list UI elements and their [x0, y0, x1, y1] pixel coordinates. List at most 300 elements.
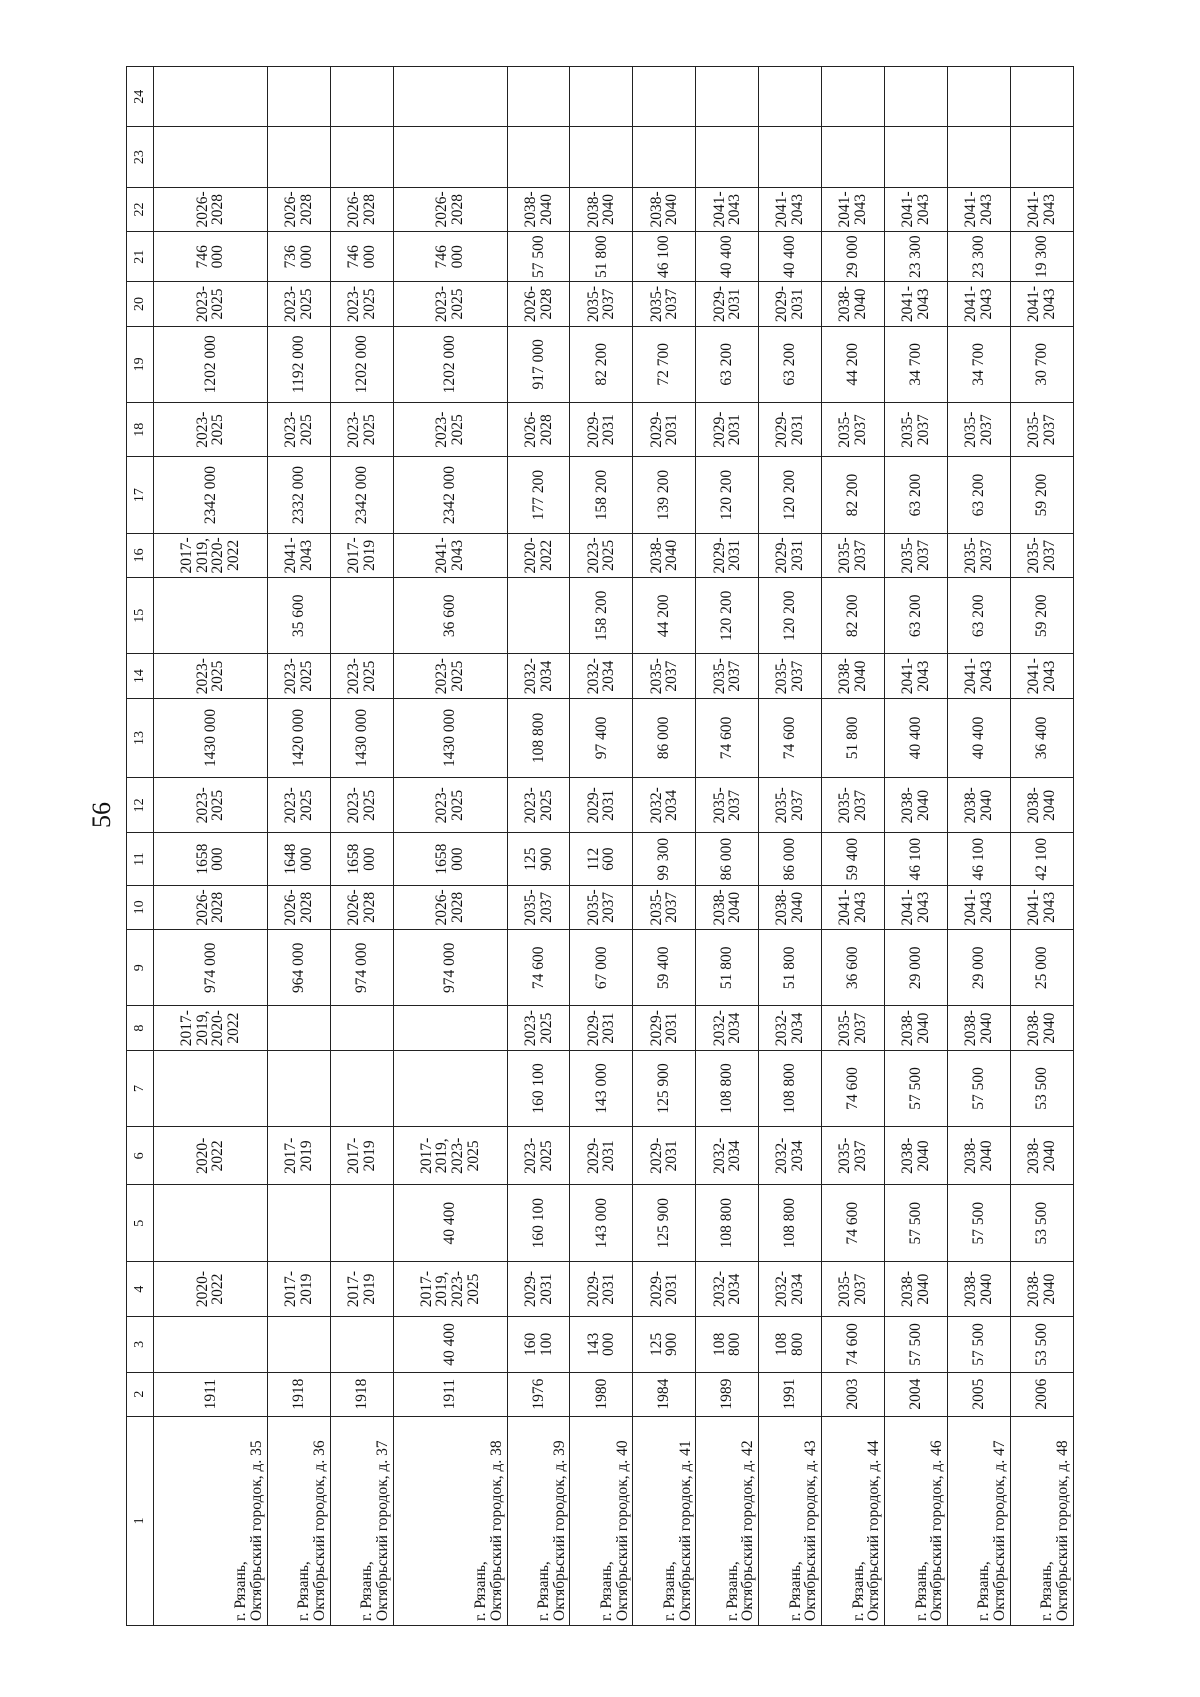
- table-cell: 2023- 2025: [393, 403, 507, 457]
- table-cell: [393, 1050, 507, 1126]
- page-number: 56: [87, 802, 116, 828]
- table-cell: 46 100: [633, 232, 696, 282]
- table-cell: 1430 000: [154, 698, 268, 777]
- table-cell: 2041- 2043: [948, 885, 1011, 929]
- table-cell: 2035- 2037: [822, 403, 885, 457]
- table-cell: 2029- 2031: [570, 403, 633, 457]
- table-cell: 108 800: [507, 698, 570, 777]
- table-cell: 53 500: [1011, 1317, 1074, 1372]
- table-cell: [1011, 127, 1074, 187]
- table-cell: 2017- 2019: [267, 1127, 330, 1185]
- table-cell: 2006: [1011, 1372, 1074, 1416]
- table-cell: 2026- 2028: [393, 885, 507, 929]
- table-cell: 63 200: [885, 578, 948, 654]
- table-cell: 2023- 2025: [393, 282, 507, 326]
- table-cell: 82 200: [570, 326, 633, 402]
- table-cell: 82 200: [822, 457, 885, 533]
- table-cell: 120 200: [696, 457, 759, 533]
- table-cell: 2023- 2025: [267, 282, 330, 326]
- table-cell: 2026- 2028: [267, 187, 330, 231]
- table-cell: 1202 000: [393, 326, 507, 402]
- table-cell: 2035- 2037: [759, 654, 822, 698]
- address-cell: г. Рязань, Октябрьский городок, д. 46: [885, 1416, 948, 1625]
- table-cell: 746 000: [330, 232, 393, 282]
- table-cell: 2332 000: [267, 457, 330, 533]
- table-cell: 736 000: [267, 232, 330, 282]
- table-cell: 2017- 2019, 2023- 2025: [393, 1127, 507, 1185]
- table-cell: 36 400: [1011, 698, 1074, 777]
- table-cell: 40 400: [393, 1185, 507, 1261]
- table-cell: 36 600: [822, 930, 885, 1006]
- table-row: [822, 67, 885, 1626]
- table-cell: 51 800: [570, 232, 633, 282]
- table-row: [330, 67, 393, 1626]
- table-cell: 2026- 2028: [154, 885, 268, 929]
- housing-repair-schedule-table: [126, 66, 1074, 1626]
- table-cell: 2342 000: [393, 457, 507, 533]
- table-cell: 2342 000: [330, 457, 393, 533]
- address-cell: г. Рязань, Октябрьский городок, д. 43: [759, 1416, 822, 1625]
- table-cell: 46 100: [885, 833, 948, 885]
- table-cell: 2041- 2043: [948, 654, 1011, 698]
- table-cell: 2041- 2043: [1011, 282, 1074, 326]
- table-cell: 2032- 2034: [570, 654, 633, 698]
- table-cell: 2020- 2022: [154, 1261, 268, 1316]
- table-cell: 72 700: [633, 326, 696, 402]
- table-cell: 108 800: [696, 1317, 759, 1372]
- column-number: 10: [127, 885, 154, 929]
- table-cell: 2038- 2040: [507, 187, 570, 231]
- table-cell: 2041- 2043: [696, 187, 759, 231]
- table-cell: 2017- 2019, 2020- 2022: [154, 1006, 268, 1050]
- table-cell: 2032- 2034: [759, 1006, 822, 1050]
- address-cell: г. Рязань, Октябрьский городок, д. 37: [330, 1416, 393, 1625]
- table-cell: 2023- 2025: [507, 1127, 570, 1185]
- rotated-table-container: [126, 66, 1074, 1626]
- table-cell: 86 000: [696, 833, 759, 885]
- table-cell: 57 500: [885, 1317, 948, 1372]
- table-row: [759, 67, 822, 1626]
- address-cell: г. Рязань, Октябрьский городок, д. 38: [393, 1416, 507, 1625]
- table-cell: [393, 67, 507, 127]
- table-cell: 74 600: [507, 930, 570, 1006]
- table-cell: [393, 1006, 507, 1050]
- table-cell: 2023- 2025: [507, 1006, 570, 1050]
- table-cell: [759, 127, 822, 187]
- table-cell: 2029- 2031: [696, 282, 759, 326]
- table-cell: [1011, 67, 1074, 127]
- table-cell: [759, 67, 822, 127]
- table-cell: 1911: [154, 1372, 268, 1416]
- table-cell: 40 400: [393, 1317, 507, 1372]
- table-cell: 59 400: [633, 930, 696, 1006]
- table-cell: 2026- 2028: [267, 885, 330, 929]
- table-cell: 2029- 2031: [570, 1261, 633, 1316]
- table-cell: 74 600: [822, 1185, 885, 1261]
- table-cell: 2029- 2031: [759, 403, 822, 457]
- table-row: [1011, 67, 1074, 1626]
- table-cell: 2041- 2043: [948, 187, 1011, 231]
- column-number: 13: [127, 698, 154, 777]
- table-cell: 2038- 2040: [885, 1006, 948, 1050]
- table-cell: 19 300: [1011, 232, 1074, 282]
- table-cell: 2038- 2040: [885, 1127, 948, 1185]
- table-cell: [267, 1050, 330, 1126]
- table-cell: 1192 000: [267, 326, 330, 402]
- table-cell: [154, 1050, 268, 1126]
- table-cell: 2038- 2040: [696, 885, 759, 929]
- table-cell: [154, 1185, 268, 1261]
- table-cell: 2041- 2043: [885, 654, 948, 698]
- table-cell: 2032- 2034: [759, 1261, 822, 1316]
- table-cell: [154, 127, 268, 187]
- table-cell: 36 600: [393, 578, 507, 654]
- table-cell: 1658 000: [154, 833, 268, 885]
- table-cell: 23 300: [948, 232, 1011, 282]
- table-cell: [267, 1006, 330, 1050]
- table-cell: 2004: [885, 1372, 948, 1416]
- address-cell: г. Рязань, Октябрьский городок, д. 36: [267, 1416, 330, 1625]
- table-cell: 2026- 2028: [507, 282, 570, 326]
- table-cell: 143 000: [570, 1185, 633, 1261]
- table-cell: 74 600: [696, 698, 759, 777]
- table-cell: 1430 000: [393, 698, 507, 777]
- table-cell: 746 000: [393, 232, 507, 282]
- table-cell: 125 900: [633, 1185, 696, 1261]
- table-cell: [330, 1317, 393, 1372]
- table-cell: 2005: [948, 1372, 1011, 1416]
- table-cell: 2035- 2037: [507, 885, 570, 929]
- column-number: 4: [127, 1261, 154, 1316]
- table-cell: 29 000: [948, 930, 1011, 1006]
- table-cell: 57 500: [885, 1185, 948, 1261]
- table-cell: 2026- 2028: [330, 187, 393, 231]
- table-cell: 2038- 2040: [570, 187, 633, 231]
- table-cell: 2038- 2040: [633, 533, 696, 577]
- table-cell: 86 000: [759, 833, 822, 885]
- table-cell: 2041- 2043: [393, 533, 507, 577]
- table-cell: 40 400: [885, 698, 948, 777]
- table-cell: 2035- 2037: [570, 282, 633, 326]
- table-cell: 51 800: [696, 930, 759, 1006]
- table-cell: 2023- 2025: [154, 654, 268, 698]
- table-cell: 2035- 2037: [696, 778, 759, 833]
- table-row: [154, 67, 268, 1626]
- table-cell: 59 200: [1011, 457, 1074, 533]
- table-cell: 120 200: [759, 457, 822, 533]
- table-cell: 2035- 2037: [822, 1127, 885, 1185]
- table-cell: 2023- 2025: [154, 403, 268, 457]
- table-cell: [507, 67, 570, 127]
- table-cell: 2032- 2034: [507, 654, 570, 698]
- table-cell: 177 200: [507, 457, 570, 533]
- table-cell: 2035- 2037: [633, 282, 696, 326]
- table-cell: 2017- 2019, 2023- 2025: [393, 1261, 507, 1316]
- table-cell: 974 000: [154, 930, 268, 1006]
- table-cell: 35 600: [267, 578, 330, 654]
- table-cell: [696, 127, 759, 187]
- table-cell: 1658 000: [330, 833, 393, 885]
- table-cell: 2026- 2028: [393, 187, 507, 231]
- address-cell: г. Рязань, Октябрьский городок, д. 47: [948, 1416, 1011, 1625]
- table-cell: 25 000: [1011, 930, 1074, 1006]
- table-cell: 2041- 2043: [267, 533, 330, 577]
- table-cell: 2017- 2019, 2020- 2022: [154, 533, 268, 577]
- table-cell: 2035- 2037: [885, 403, 948, 457]
- table-cell: 2038- 2040: [1011, 1006, 1074, 1050]
- table-cell: 1918: [267, 1372, 330, 1416]
- table-cell: 2029- 2031: [633, 1261, 696, 1316]
- table-cell: 53 500: [1011, 1185, 1074, 1261]
- table-cell: 63 200: [885, 457, 948, 533]
- table-cell: 108 800: [759, 1317, 822, 1372]
- table-cell: 2035- 2037: [948, 403, 1011, 457]
- table-cell: 2041- 2043: [885, 282, 948, 326]
- table-cell: 1658 000: [393, 833, 507, 885]
- table-cell: [154, 578, 268, 654]
- table-cell: 1989: [696, 1372, 759, 1416]
- table-cell: 125 900: [507, 833, 570, 885]
- table-cell: 120 200: [759, 578, 822, 654]
- table-cell: 2038- 2040: [633, 187, 696, 231]
- table-cell: 1202 000: [154, 326, 268, 402]
- table-cell: 964 000: [267, 930, 330, 1006]
- table-cell: [633, 67, 696, 127]
- table-cell: 40 400: [759, 232, 822, 282]
- table-cell: 44 200: [822, 326, 885, 402]
- table-cell: 917 000: [507, 326, 570, 402]
- table-cell: [330, 67, 393, 127]
- table-cell: 2023- 2025: [507, 778, 570, 833]
- table-cell: 2041- 2043: [1011, 654, 1074, 698]
- column-number: 19: [127, 326, 154, 402]
- table-cell: 2035- 2037: [822, 1261, 885, 1316]
- table-cell: 57 500: [507, 232, 570, 282]
- table-cell: 2035- 2037: [822, 1006, 885, 1050]
- table-cell: 2029- 2031: [633, 403, 696, 457]
- table-row: [633, 67, 696, 1626]
- table-cell: 1991: [759, 1372, 822, 1416]
- address-cell: г. Рязань, Октябрьский городок, д. 39: [507, 1416, 570, 1625]
- table-cell: 23 300: [885, 232, 948, 282]
- table-cell: 1420 000: [267, 698, 330, 777]
- column-number: 6: [127, 1127, 154, 1185]
- table-cell: [507, 127, 570, 187]
- table-row: [507, 67, 570, 1626]
- table-cell: [822, 67, 885, 127]
- column-number: 18: [127, 403, 154, 457]
- table-cell: 2029- 2031: [633, 1127, 696, 1185]
- table-cell: 2029- 2031: [570, 778, 633, 833]
- table-cell: 57 500: [948, 1185, 1011, 1261]
- column-number: 2: [127, 1372, 154, 1416]
- table-cell: 120 200: [696, 578, 759, 654]
- table-cell: 2023- 2025: [267, 403, 330, 457]
- table-cell: 2023- 2025: [330, 778, 393, 833]
- table-cell: 34 700: [885, 326, 948, 402]
- table-cell: 2041- 2043: [822, 187, 885, 231]
- table-cell: 29 000: [885, 930, 948, 1006]
- table-cell: 99 300: [633, 833, 696, 885]
- table-cell: 57 500: [948, 1050, 1011, 1126]
- table-row: [393, 67, 507, 1626]
- table-cell: 29 000: [822, 232, 885, 282]
- table-cell: 2029- 2031: [507, 1261, 570, 1316]
- table-cell: 2038- 2040: [948, 1127, 1011, 1185]
- table-cell: 86 000: [633, 698, 696, 777]
- table-cell: 2023- 2025: [330, 654, 393, 698]
- table-cell: [696, 67, 759, 127]
- table-cell: 1430 000: [330, 698, 393, 777]
- table-cell: 108 800: [696, 1185, 759, 1261]
- table-cell: 30 700: [1011, 326, 1074, 402]
- table-cell: [633, 127, 696, 187]
- table-cell: [507, 578, 570, 654]
- table-cell: [267, 67, 330, 127]
- table-cell: 2035- 2037: [570, 885, 633, 929]
- table-cell: 57 500: [948, 1317, 1011, 1372]
- table-cell: 2041- 2043: [1011, 885, 1074, 929]
- table-cell: 53 500: [1011, 1050, 1074, 1126]
- table-cell: 59 200: [1011, 578, 1074, 654]
- table-cell: 57 500: [885, 1050, 948, 1126]
- table-cell: [330, 1185, 393, 1261]
- table-cell: 40 400: [948, 698, 1011, 777]
- table-cell: 143 000: [570, 1317, 633, 1372]
- table-cell: 63 200: [759, 326, 822, 402]
- table-cell: 2023- 2025: [154, 282, 268, 326]
- table-cell: 2017- 2019: [330, 1127, 393, 1185]
- table-cell: [948, 127, 1011, 187]
- table-cell: 2026- 2028: [507, 403, 570, 457]
- table-cell: 2023- 2025: [330, 282, 393, 326]
- table-cell: 2038- 2040: [1011, 1127, 1074, 1185]
- table-cell: 2041- 2043: [1011, 187, 1074, 231]
- table-cell: [570, 127, 633, 187]
- table-cell: 97 400: [570, 698, 633, 777]
- column-number: 23: [127, 127, 154, 187]
- table-cell: 46 100: [948, 833, 1011, 885]
- table-row: [948, 67, 1011, 1626]
- table-cell: 2023- 2025: [570, 533, 633, 577]
- table-cell: [267, 127, 330, 187]
- table-cell: 160 100: [507, 1050, 570, 1126]
- table-cell: 160 100: [507, 1317, 570, 1372]
- address-cell: г. Рязань, Октябрьский городок, д. 44: [822, 1416, 885, 1625]
- table-cell: 125 900: [633, 1050, 696, 1126]
- table-cell: 67 000: [570, 930, 633, 1006]
- table-cell: 1202 000: [330, 326, 393, 402]
- table-cell: 2029- 2031: [759, 282, 822, 326]
- table-cell: 2038- 2040: [885, 1261, 948, 1316]
- table-cell: 59 400: [822, 833, 885, 885]
- table-cell: 2032- 2034: [696, 1127, 759, 1185]
- table-cell: 74 600: [822, 1050, 885, 1126]
- table-cell: 34 700: [948, 326, 1011, 402]
- table-cell: 2017- 2019: [330, 533, 393, 577]
- column-number: 16: [127, 533, 154, 577]
- address-cell: г. Рязань, Октябрьский городок, д. 41: [633, 1416, 696, 1625]
- table-cell: 2035- 2037: [633, 654, 696, 698]
- table-cell: [885, 67, 948, 127]
- table-cell: 1976: [507, 1372, 570, 1416]
- address-cell: г. Рязань, Октябрьский городок, д. 35: [154, 1416, 268, 1625]
- table-cell: [267, 1317, 330, 1372]
- address-cell: г. Рязань, Октябрьский городок, д. 48: [1011, 1416, 1074, 1625]
- table-row: [885, 67, 948, 1626]
- table-cell: [154, 67, 268, 127]
- table-cell: 2032- 2034: [633, 778, 696, 833]
- table-cell: 139 200: [633, 457, 696, 533]
- table-cell: 1918: [330, 1372, 393, 1416]
- table-cell: 42 100: [1011, 833, 1074, 885]
- table-cell: 974 000: [393, 930, 507, 1006]
- table-row: [570, 67, 633, 1626]
- table-cell: 160 100: [507, 1185, 570, 1261]
- table-cell: [570, 67, 633, 127]
- column-number: 20: [127, 282, 154, 326]
- table-cell: 2035- 2037: [822, 778, 885, 833]
- table-cell: [330, 1050, 393, 1126]
- table-cell: 2041- 2043: [885, 885, 948, 929]
- table-cell: 2020- 2022: [154, 1127, 268, 1185]
- table-cell: [822, 127, 885, 187]
- table-cell: 2041- 2043: [759, 187, 822, 231]
- table-cell: 63 200: [948, 578, 1011, 654]
- column-number: 22: [127, 187, 154, 231]
- table-cell: 2038- 2040: [759, 885, 822, 929]
- table-cell: 2026- 2028: [330, 885, 393, 929]
- table-cell: 2342 000: [154, 457, 268, 533]
- table-cell: 2023- 2025: [393, 778, 507, 833]
- table-cell: 108 800: [696, 1050, 759, 1126]
- table-cell: 74 600: [822, 1317, 885, 1372]
- table-cell: 2035- 2037: [696, 654, 759, 698]
- table-cell: 63 200: [696, 326, 759, 402]
- column-number: 7: [127, 1050, 154, 1126]
- table-cell: 2035- 2037: [948, 533, 1011, 577]
- table-cell: 2017- 2019: [330, 1261, 393, 1316]
- table-cell: 2035- 2037: [1011, 403, 1074, 457]
- table-cell: 125 900: [633, 1317, 696, 1372]
- table-cell: 2029- 2031: [633, 1006, 696, 1050]
- table-cell: [154, 1317, 268, 1372]
- column-number: 3: [127, 1317, 154, 1372]
- table-cell: 2041- 2043: [822, 885, 885, 929]
- table-cell: 2041- 2043: [885, 187, 948, 231]
- column-number-row: [127, 67, 154, 1626]
- table-cell: 2038- 2040: [948, 1006, 1011, 1050]
- address-cell: г. Рязань, Октябрьский городок, д. 40: [570, 1416, 633, 1625]
- table-cell: 158 200: [570, 457, 633, 533]
- column-number: 11: [127, 833, 154, 885]
- column-number: 24: [127, 67, 154, 127]
- table-cell: 1648 000: [267, 833, 330, 885]
- table-cell: 2029- 2031: [570, 1006, 633, 1050]
- table-cell: 2017- 2019: [267, 1261, 330, 1316]
- table-cell: 2029- 2031: [696, 533, 759, 577]
- column-number: 5: [127, 1185, 154, 1261]
- column-number: 8: [127, 1006, 154, 1050]
- table-cell: 2038- 2040: [822, 654, 885, 698]
- table-cell: 1980: [570, 1372, 633, 1416]
- table-cell: 63 200: [948, 457, 1011, 533]
- table-cell: 2032- 2034: [696, 1006, 759, 1050]
- table-cell: 2035- 2037: [885, 533, 948, 577]
- table-cell: 2038- 2040: [1011, 778, 1074, 833]
- table-cell: 2020- 2022: [507, 533, 570, 577]
- table-cell: 2029- 2031: [759, 533, 822, 577]
